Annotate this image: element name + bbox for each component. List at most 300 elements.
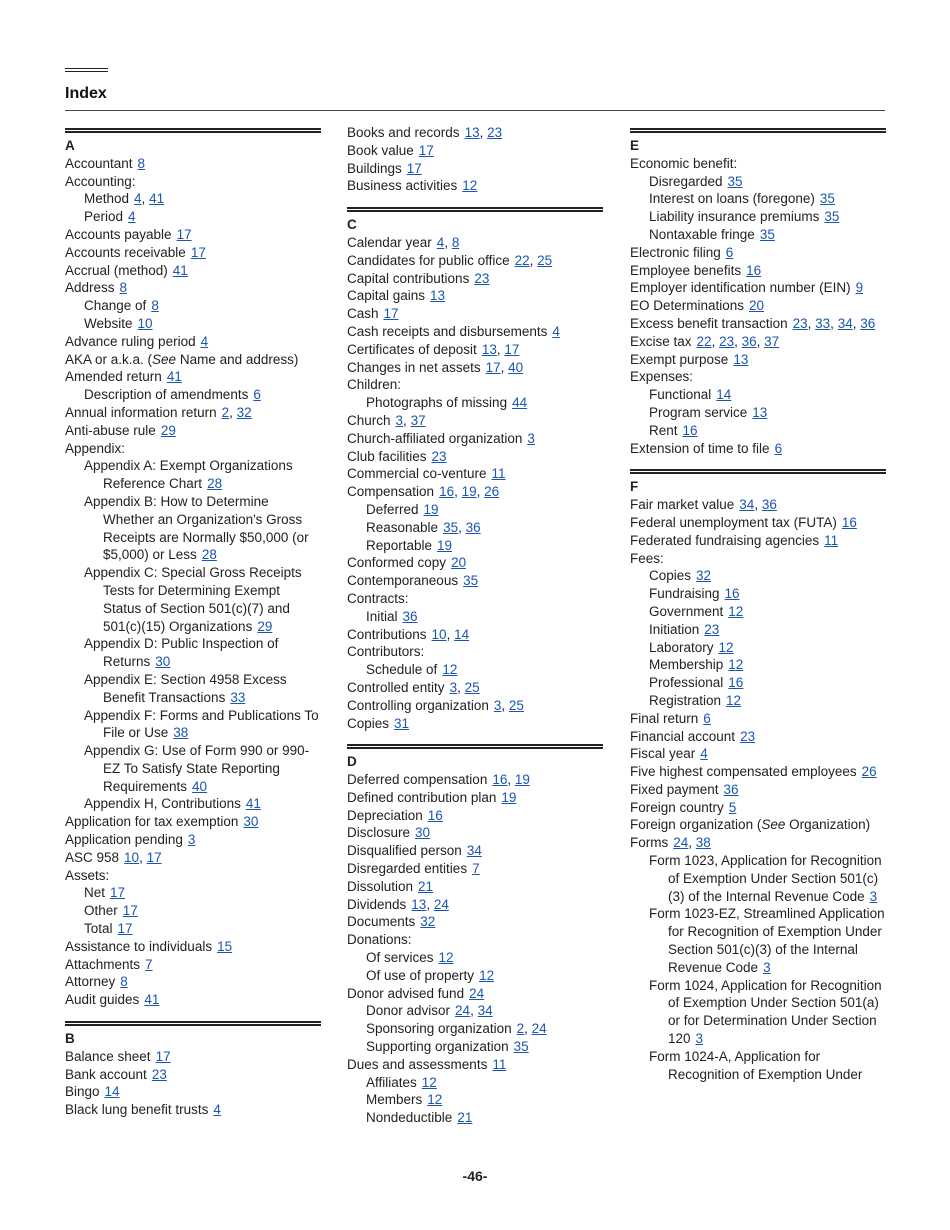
page-link[interactable]: 3 xyxy=(869,888,878,904)
entry-term: Disclosure xyxy=(347,825,411,841)
page-link[interactable]: 35 xyxy=(824,209,840,225)
page-refs xyxy=(746,263,761,278)
page-link[interactable]: 3 xyxy=(449,679,458,695)
page-link[interactable]: 8 xyxy=(119,280,128,296)
index-entry xyxy=(347,626,603,644)
entry-term: Dividends xyxy=(347,896,407,912)
entry-term: Excess benefit transaction xyxy=(630,315,788,331)
entry-term: Fair market value xyxy=(630,497,735,513)
page-link[interactable]: 41 xyxy=(245,796,261,812)
page-refs xyxy=(432,449,447,464)
page-refs xyxy=(213,1102,221,1117)
index-entry xyxy=(347,896,603,914)
entry-term: Fees: xyxy=(630,550,664,566)
page-link[interactable]: 36 xyxy=(860,315,876,331)
page-refs xyxy=(415,825,430,840)
page-link[interactable]: 34 xyxy=(477,1003,493,1019)
page-link[interactable]: 23 xyxy=(431,448,447,464)
entry-term: Audit guides xyxy=(65,992,140,1008)
index-entry xyxy=(347,554,603,572)
entry-term: ASC 958 xyxy=(65,849,120,865)
page-link[interactable]: 23 xyxy=(719,333,735,349)
page-link[interactable]: 41 xyxy=(172,262,188,278)
entry-term: Accounts payable xyxy=(65,226,172,242)
page-link[interactable]: 19 xyxy=(461,484,477,500)
entry-term: Of services xyxy=(366,950,434,966)
index-entry xyxy=(630,351,886,369)
entry-term: Defined contribution plan xyxy=(347,789,497,805)
index-subentry xyxy=(65,884,321,902)
page-link[interactable]: 29 xyxy=(257,618,273,634)
page-link[interactable]: 26 xyxy=(861,764,877,780)
page-link[interactable]: 33 xyxy=(815,315,831,331)
page-link[interactable]: 23 xyxy=(740,728,756,744)
page-link[interactable]: 2 xyxy=(516,1021,525,1037)
page-refs xyxy=(527,431,535,446)
page-refs xyxy=(724,782,739,797)
page-link[interactable]: 4 xyxy=(128,209,136,225)
page-link[interactable]: 13 xyxy=(752,404,768,420)
page-link[interactable]: 17 xyxy=(155,1048,171,1064)
page-link[interactable]: 12 xyxy=(427,1092,443,1108)
page-refs xyxy=(105,1084,120,1099)
page-link[interactable]: 17 xyxy=(418,142,434,158)
page-refs xyxy=(683,423,698,438)
page-link[interactable]: 3 xyxy=(493,697,502,713)
title-rule xyxy=(65,110,885,111)
entry-term: Church xyxy=(347,412,391,428)
page-link[interactable]: 13 xyxy=(411,896,427,912)
page-link[interactable]: 25 xyxy=(537,252,553,268)
index-entry xyxy=(347,412,603,430)
entry-term: Disregarded entities xyxy=(347,861,468,877)
page-link[interactable]: 6 xyxy=(253,387,261,403)
page-link[interactable]: 4 xyxy=(213,1102,221,1118)
page-refs xyxy=(202,547,217,562)
entry-term: Rent xyxy=(649,422,678,438)
page-link[interactable]: 11 xyxy=(824,532,839,548)
page-link[interactable]: 37 xyxy=(764,333,780,349)
page-link[interactable]: 17 xyxy=(383,306,399,322)
page-link[interactable]: 23 xyxy=(487,125,503,140)
index-entry xyxy=(65,956,321,974)
page-link[interactable]: 29 xyxy=(160,422,176,438)
page-link[interactable]: 38 xyxy=(695,835,711,851)
page-link[interactable]: 36 xyxy=(723,781,739,797)
page-link[interactable]: 13 xyxy=(733,351,749,367)
index-entry xyxy=(65,351,321,369)
entry-term: EO Determinations xyxy=(630,298,745,314)
index-entry xyxy=(347,142,603,160)
page-refs xyxy=(457,1110,472,1125)
entry-term: Appendix A: Exempt Organizations Reference Chart xyxy=(84,458,293,492)
page-link[interactable]: 34 xyxy=(739,497,755,513)
index-entry xyxy=(630,279,886,297)
page-link[interactable]: 16 xyxy=(439,484,455,500)
entry-term: Dissolution xyxy=(347,878,414,894)
page-link[interactable]: 35 xyxy=(819,191,835,207)
page-link[interactable]: 12 xyxy=(438,950,454,966)
index-section-d xyxy=(347,744,603,1127)
page-link[interactable]: 6 xyxy=(725,244,734,260)
page-link[interactable]: 36 xyxy=(761,497,777,513)
page-refs xyxy=(726,693,741,708)
page-refs: 24, 34 xyxy=(455,1003,493,1019)
page-link[interactable]: 41 xyxy=(149,191,165,207)
page-refs xyxy=(716,387,731,402)
page-link[interactable]: 8 xyxy=(120,974,128,990)
page-link[interactable]: 35 xyxy=(759,226,775,242)
page-link[interactable]: 16 xyxy=(746,262,762,278)
index-entry xyxy=(347,572,603,590)
index-entry xyxy=(65,279,321,297)
entry-term: Supporting organization xyxy=(366,1039,509,1055)
page-link[interactable]: 24 xyxy=(455,1003,471,1019)
page-link[interactable]: 32 xyxy=(236,404,252,420)
entry-term: Contributions xyxy=(347,626,427,642)
page-link[interactable]: 10 xyxy=(431,626,447,642)
page-refs: 4, 8 xyxy=(436,234,460,250)
entry-term: Deferred xyxy=(366,501,419,517)
page-link[interactable]: 8 xyxy=(137,155,146,171)
page-refs xyxy=(191,245,206,260)
page-link[interactable]: 4 xyxy=(552,323,560,339)
page-link[interactable]: 4 xyxy=(134,191,142,207)
entry-term: Conformed copy xyxy=(347,555,447,571)
page-link[interactable]: 35 xyxy=(727,173,743,189)
page-link[interactable]: 26 xyxy=(484,484,500,500)
page-link[interactable]: 35 xyxy=(513,1039,529,1055)
page-link[interactable]: 41 xyxy=(144,992,160,1008)
page-link[interactable]: 36 xyxy=(741,333,757,349)
page-link[interactable]: 17 xyxy=(176,226,192,242)
page-link[interactable]: 4 xyxy=(700,746,708,762)
index-entry xyxy=(65,333,321,351)
page-link[interactable]: 16 xyxy=(492,772,508,788)
page-link[interactable]: 36 xyxy=(402,608,418,624)
page-link[interactable]: 13 xyxy=(481,341,497,357)
index-entry xyxy=(630,333,886,351)
index-subentry xyxy=(630,905,886,976)
index-subentry xyxy=(630,190,886,208)
page-link[interactable]: 24 xyxy=(469,985,485,1001)
index-subentry xyxy=(347,1038,603,1056)
entry-term: Five highest compensated employees xyxy=(630,764,857,780)
index-entry xyxy=(65,226,321,244)
index-subentry xyxy=(65,920,321,938)
entry-term: Expenses: xyxy=(630,369,694,385)
page-refs xyxy=(469,986,484,1001)
index-subentry xyxy=(65,297,321,315)
page-link[interactable]: 17 xyxy=(146,849,162,865)
page-link[interactable]: 2 xyxy=(221,404,230,420)
page-link[interactable]: 35 xyxy=(463,573,479,589)
index-entry xyxy=(347,697,603,715)
page-link[interactable]: 22 xyxy=(514,252,530,268)
index-subentry xyxy=(630,656,886,674)
page-link[interactable]: 12 xyxy=(442,662,458,678)
page-link[interactable]: 7 xyxy=(472,861,480,877)
entry-term: Fiscal year xyxy=(630,746,696,762)
index-entry xyxy=(347,771,603,789)
index-section-e xyxy=(630,128,886,457)
page-link[interactable]: 14 xyxy=(454,626,470,642)
page-number: -46- xyxy=(462,1168,488,1184)
page-link[interactable]: 11 xyxy=(492,1056,507,1072)
page-link[interactable]: 19 xyxy=(423,501,439,517)
page-link[interactable]: 6 xyxy=(703,710,711,726)
page-link[interactable]: 9 xyxy=(855,280,864,296)
index-subentry xyxy=(630,603,886,621)
page-link[interactable]: 16 xyxy=(728,675,744,691)
page-refs xyxy=(462,178,477,193)
index-entry xyxy=(347,824,603,842)
page-refs xyxy=(700,746,708,761)
index-subentry xyxy=(630,567,886,585)
page-link[interactable]: 25 xyxy=(464,679,480,695)
page-link[interactable]: 3 xyxy=(395,412,404,428)
page-link[interactable]: 6 xyxy=(774,440,783,456)
index-subentry xyxy=(347,519,603,537)
page-link[interactable]: 41 xyxy=(166,369,182,385)
index-section-continued xyxy=(347,124,603,195)
index-entry xyxy=(347,931,603,949)
page-link[interactable]: 23 xyxy=(704,621,720,637)
page-link[interactable]: 17 xyxy=(110,885,126,901)
section-letter: F xyxy=(630,479,639,495)
entry-term: Photographs of missing xyxy=(366,395,508,411)
page-refs xyxy=(862,764,877,779)
entry-term: Affiliates xyxy=(366,1074,417,1090)
page-link[interactable]: 3 xyxy=(527,430,535,446)
entry-term: Of use of property xyxy=(366,967,475,983)
entry-term: Total xyxy=(84,921,113,937)
page-link[interactable]: 12 xyxy=(462,178,478,194)
page-link[interactable]: 23 xyxy=(151,1066,167,1082)
page-link[interactable]: 44 xyxy=(512,395,528,411)
page-link[interactable]: 12 xyxy=(726,692,742,708)
page-refs xyxy=(173,263,188,278)
entry-term: Reportable xyxy=(366,537,433,553)
entry-term: Children: xyxy=(347,377,402,393)
page-link[interactable]: 14 xyxy=(104,1084,120,1100)
page-refs xyxy=(427,1092,442,1107)
index-entry xyxy=(65,867,321,885)
entry-term: AKA or a.k.a. (See Name and address) xyxy=(65,351,299,367)
page-link[interactable]: 11 xyxy=(491,466,506,482)
page-link[interactable]: 40 xyxy=(508,359,524,375)
page-refs xyxy=(467,843,482,858)
index-subentry xyxy=(630,226,886,244)
page-link[interactable]: 12 xyxy=(479,967,495,983)
index-subentry xyxy=(630,404,886,422)
page-refs xyxy=(514,1039,529,1054)
page-link[interactable]: 24 xyxy=(673,835,689,851)
entry-term: Accountant xyxy=(65,155,133,171)
page-refs xyxy=(156,1049,171,1064)
page-link[interactable]: 32 xyxy=(420,914,436,930)
entry-term: Copies xyxy=(649,568,692,584)
entry-term: Dues and assessments xyxy=(347,1056,488,1072)
page-link[interactable]: 36 xyxy=(465,519,481,535)
page-refs xyxy=(512,395,527,410)
page-link[interactable]: 20 xyxy=(749,298,765,314)
page-link[interactable]: 28 xyxy=(207,476,223,492)
page-link[interactable]: 17 xyxy=(406,160,422,176)
page-link[interactable]: 25 xyxy=(508,697,524,713)
page-link[interactable]: 20 xyxy=(451,555,467,571)
page-link[interactable]: 16 xyxy=(841,514,857,530)
page-link[interactable]: 15 xyxy=(217,938,233,954)
page-link[interactable]: 40 xyxy=(192,778,208,794)
page-link[interactable]: 17 xyxy=(190,244,206,260)
index-entry xyxy=(65,440,321,458)
entry-term: Appendix G: Use of Form 990 or 990-EZ To Satisfy State Reporting Requirements xyxy=(84,743,310,794)
page-link[interactable]: 14 xyxy=(716,387,732,403)
page-link[interactable]: 22 xyxy=(696,333,712,349)
index-entry xyxy=(630,297,886,315)
entry-term: Exempt purpose xyxy=(630,351,729,367)
index-entry xyxy=(347,448,603,466)
index-entry xyxy=(65,1066,321,1084)
page-link[interactable]: 12 xyxy=(718,639,734,655)
page-link[interactable]: 13 xyxy=(464,125,480,140)
page-link[interactable]: 12 xyxy=(728,657,744,673)
index-entry xyxy=(65,938,321,956)
page-link[interactable]: 19 xyxy=(437,537,453,553)
page-link[interactable]: 8 xyxy=(151,298,159,314)
page-refs xyxy=(424,502,439,517)
page-link[interactable]: 38 xyxy=(173,725,189,741)
page-link[interactable]: 8 xyxy=(451,234,460,250)
page-link[interactable]: 12 xyxy=(728,603,744,619)
page-link[interactable]: 12 xyxy=(421,1074,437,1090)
index-entry xyxy=(347,789,603,807)
entry-term: Assets: xyxy=(65,867,110,883)
entry-term: Appendix D: Public Inspection of Returns xyxy=(84,636,279,670)
entry-term: Capital gains xyxy=(347,288,426,304)
entry-term: Advance ruling period xyxy=(65,333,196,349)
page-link[interactable]: 7 xyxy=(145,956,153,972)
page-link[interactable]: 17 xyxy=(485,359,501,375)
page-link[interactable]: 4 xyxy=(436,234,445,250)
page-refs xyxy=(740,729,755,744)
page-refs xyxy=(230,690,245,705)
page-link[interactable]: 34 xyxy=(466,843,482,859)
page-link[interactable]: 19 xyxy=(514,772,530,788)
page-refs xyxy=(870,889,878,904)
entry-term: Professional xyxy=(649,675,724,691)
page-link[interactable]: 30 xyxy=(243,814,259,830)
index-subentry xyxy=(347,1091,603,1109)
entry-term: Candidates for public office xyxy=(347,252,510,268)
page-refs xyxy=(257,619,272,634)
page-link[interactable]: 13 xyxy=(430,288,446,304)
index-section-c xyxy=(347,207,603,732)
page-link[interactable]: 37 xyxy=(410,412,426,428)
page-link[interactable]: 17 xyxy=(117,921,133,937)
page-link[interactable]: 30 xyxy=(415,825,431,841)
page-refs: 13, 17 xyxy=(481,341,520,357)
page-refs xyxy=(501,790,516,805)
page-link[interactable]: 24 xyxy=(433,896,449,912)
page-link[interactable]: 33 xyxy=(230,689,246,705)
entry-term: Schedule of xyxy=(366,662,438,678)
page-link[interactable]: 21 xyxy=(457,1110,473,1126)
entry-term: Disregarded xyxy=(649,173,723,189)
entry-term: Capital contributions xyxy=(347,270,470,286)
page-link[interactable]: 17 xyxy=(122,903,138,919)
page-link[interactable]: 28 xyxy=(201,547,217,563)
index-entry xyxy=(630,155,886,173)
page-link[interactable]: 34 xyxy=(837,315,853,331)
page-link[interactable]: 10 xyxy=(137,315,153,331)
entry-term: Book value xyxy=(347,142,414,158)
entry-term: Period xyxy=(84,209,124,225)
page-link[interactable]: 30 xyxy=(155,654,171,670)
index-subentry xyxy=(630,621,886,639)
index-subentry xyxy=(630,977,886,1048)
page-refs xyxy=(403,609,418,624)
page-refs xyxy=(201,334,209,349)
page-link[interactable]: 16 xyxy=(682,422,698,438)
page-refs: 13, 24 xyxy=(411,896,449,912)
entry-term: Controlled entity xyxy=(347,679,445,695)
index-entry xyxy=(65,422,321,440)
page-link[interactable]: 4 xyxy=(200,333,209,349)
page-refs: 35, 36 xyxy=(443,519,481,535)
entry-term: Appendix F: Forms and Publications To File or Use xyxy=(84,707,319,741)
page-link[interactable]: 17 xyxy=(504,341,520,357)
entry-term: Economic benefit: xyxy=(630,155,738,171)
page-link[interactable]: 5 xyxy=(728,799,737,815)
page-link[interactable]: 16 xyxy=(724,586,740,602)
page-link[interactable]: 23 xyxy=(792,315,808,331)
index-entry xyxy=(65,973,321,991)
page-refs xyxy=(155,654,170,669)
entry-term: Cash receipts and disbursements xyxy=(347,323,548,339)
index-subentry xyxy=(347,608,603,626)
index-subentry xyxy=(630,173,886,191)
page-link[interactable]: 23 xyxy=(474,270,490,286)
page-link[interactable]: 3 xyxy=(187,832,196,848)
entry-term: Appendix H, Contributions xyxy=(84,796,241,812)
page-link[interactable]: 31 xyxy=(394,715,410,731)
page-link[interactable]: 3 xyxy=(763,959,771,975)
page-refs xyxy=(696,1031,704,1046)
page-link[interactable]: 35 xyxy=(443,519,459,535)
entry-term: Appendix E: Section 4958 Excess Benefit Transactions xyxy=(84,671,287,705)
page-link[interactable]: 32 xyxy=(696,568,712,584)
page-refs xyxy=(192,779,207,794)
index-column-3 xyxy=(630,124,886,1095)
page-refs xyxy=(474,271,489,286)
entry-term: Application pending xyxy=(65,832,183,848)
page-refs xyxy=(419,143,434,158)
index-subentry xyxy=(630,639,886,657)
page-link[interactable]: 10 xyxy=(124,849,140,865)
page-link[interactable]: 16 xyxy=(427,807,443,823)
section-divider xyxy=(630,128,886,135)
index-subentry xyxy=(65,742,321,795)
page-link[interactable]: 3 xyxy=(695,1031,704,1047)
page-link[interactable]: 24 xyxy=(531,1021,547,1037)
entry-term: Nontaxable fringe xyxy=(649,226,755,242)
entry-term: Reasonable xyxy=(366,519,439,535)
page-link[interactable]: 21 xyxy=(418,878,434,894)
page-link[interactable]: 19 xyxy=(501,789,517,805)
page-refs xyxy=(384,306,399,321)
